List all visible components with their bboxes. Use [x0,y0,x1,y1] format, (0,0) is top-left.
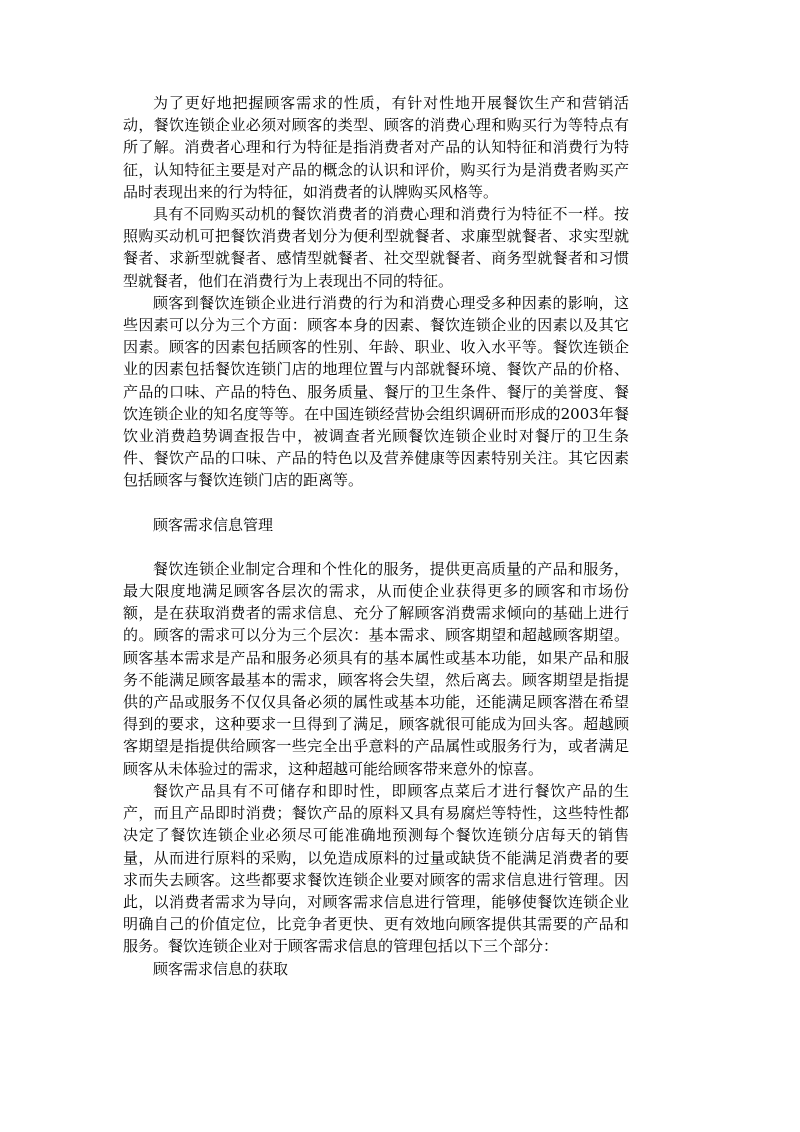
document-page [123,92,629,980]
paragraph-purchase-motives: 具有不同购买动机的餐饮消费者的消费心理和消费行为特征不一样。按照购买动机可把餐饮消费者划分为便利型就餐者、求廉型就餐者、求实型就餐者、求新型就餐者、感情型就餐者、社交型就餐者、商务型就餐者和习惯型就餐者，他们在消费行为上表现出不同的特征。 [123,205,629,290]
section-heading: 顾客需求信息管理 [153,515,274,534]
paragraph-influencing-factors: 顾客到餐饮连锁企业进行消费的行为和消费心理受多种因素的影响，这些因素可以分为三个方面：顾客本身的因素、餐饮连锁企业的因素以及其它因素。顾客的因素包括顾客的性别、年龄、职业、收入水平等。餐饮连锁企业的因素包括餐饮连锁门店的地理位置与内部就餐环境、餐饮产品的价格、产品的口味、产品的特色、服务质量、餐厅的卫生条件、餐厅的美誉度、餐饮连锁企业的知名度等等。在中国连锁经营协会组织调研而形成的2003年餐饮业消费趋势调查报告中，被调查者光顾餐饮连锁企业时对餐厅的卫生条件、餐饮产品的口味、产品的特色以及营养健康等因素特别关注。其它因素包括顾客与餐饮连锁门店的距离等。 [123,293,629,490]
paragraph-consumer-types: 为了更好地把握顾客需求的性质，有针对性地开展餐饮生产和营销活动，餐饮连锁企业必须对顾客的类型、顾客的消费心理和购买行为等特点有所了解。消费者心理和行为特征是指消费者对产品的认知特征和消费行为特征，认知特征主要是对产品的概念的认识和评价，购买行为是消费者购买产品时表现出来的行为特征，如消费者的认牌购买风格等。 [123,94,629,201]
paragraph-demand-management: 餐饮产品具有不可储存和即时性，即顾客点菜后才进行餐饮产品的生产，而且产品即时消费；餐饮产品的原料又具有易腐烂等特性，这些特性都决定了餐饮连锁企业必须尽可能准确地预测每个餐饮连锁分店每天的销售量，从而进行原料的采购，以免造成原料的过量或缺货不能满足消费者的要求而失去顾客。这些都要求餐饮连锁企业要对顾客的需求信息进行管理。因此，以消费者需求为导向，对顾客需求信息进行管理，能够使餐饮连锁企业明确自己的价值定位，比竞争者更快、更有效地向顾客提供其需要的产品和服务。餐饮连锁企业对于顾客需求信息的管理包括以下三个部分： [123,781,629,956]
sub-heading: 顾客需求信息的获取 [153,959,289,978]
paragraph-demand-levels: 餐饮连锁企业制定合理和个性化的服务，提供更高质量的产品和服务，最大限度地满足顾客各层次的需求，从而使企业获得更多的顾客和市场份额，是在获取消费者的需求信息、充分了解顾客消费需求倾向的基础上进行的。顾客的需求可以分为三个层次：基本需求、顾客期望和超越顾客期望。顾客基本需求是产品和服务必须具有的基本属性或基本功能，如果产品和服务不能满足顾客最基本的需求，顾客将会失望，然后离去。顾客期望是指提供的产品或服务不仅仅具备必须的属性或基本功能，还能满足顾客潜在希望得到的要求，这种要求一旦得到了满足，顾客就很可能成为回头客。超越顾客期望是指提供给顾客一些完全出乎意料的产品属性或服务行为，或者满足顾客从未体验过的需求，这种超越可能给顾客带来意外的惊喜。 [123,559,629,778]
